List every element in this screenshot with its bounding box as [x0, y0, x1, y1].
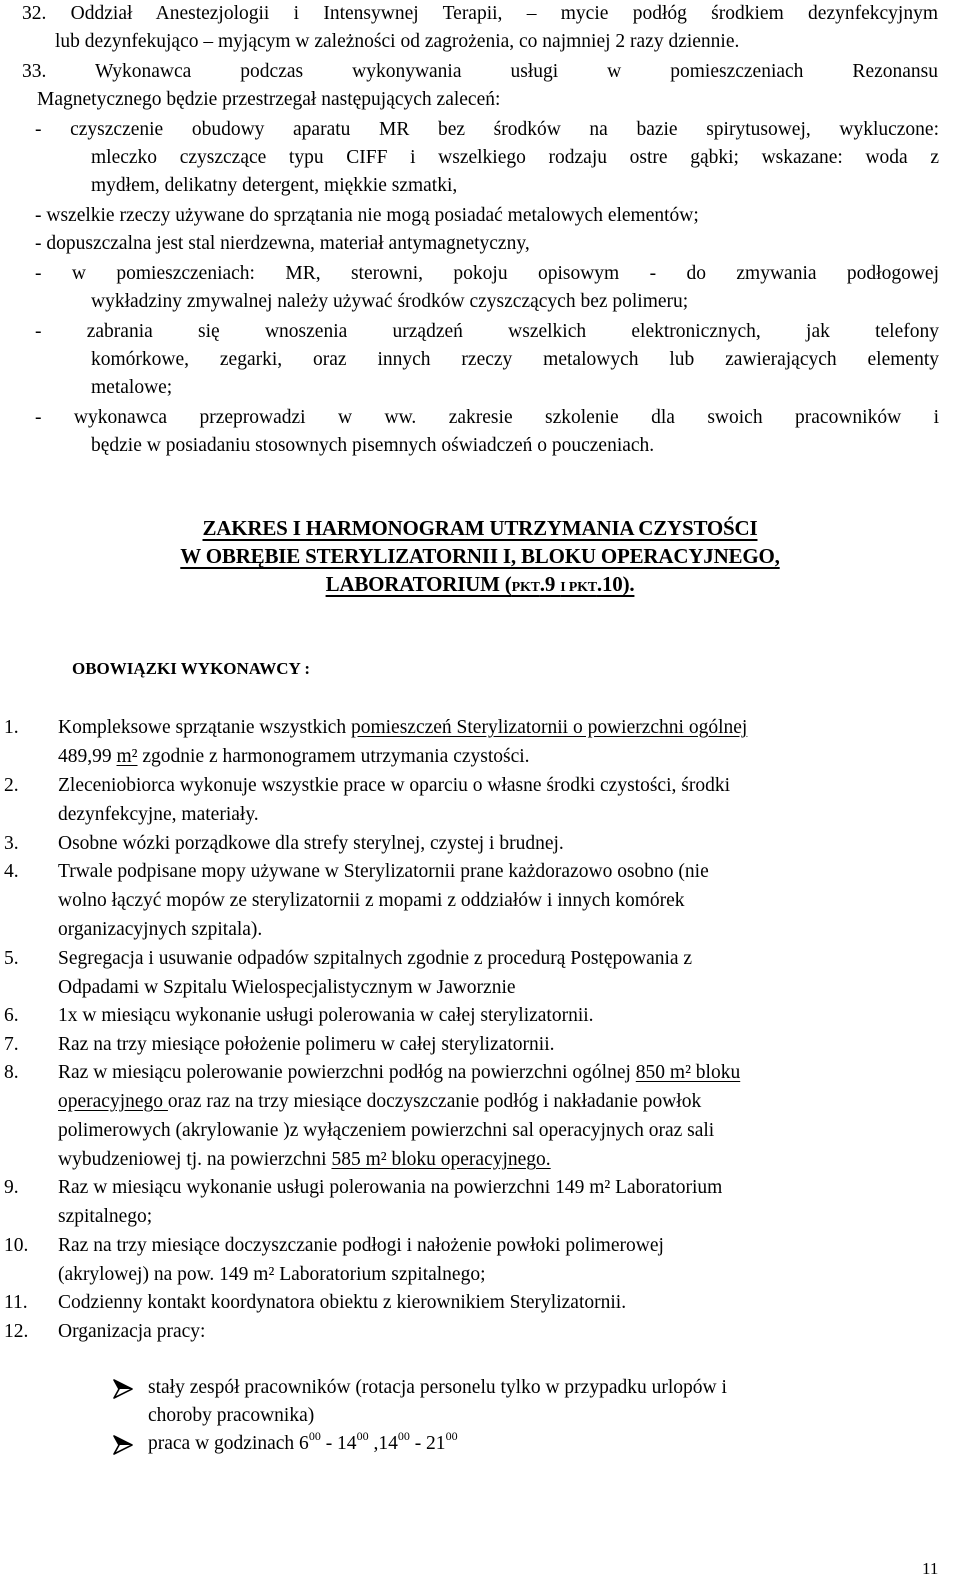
item-1-line2: 489,99 m² zgodnie z harmonogramem utrzymania czystości.: [58, 746, 530, 767]
item-1-line1: Kompleksowe sprzątanie wszystkich pomieszczeń Sterylizatornii o powierzchni ogólnej: [58, 717, 748, 738]
bullet-2-line1: praca w godzinach $6^{00} - 14^{00}$ $,14^{00} - 21^{00}$: [148, 1428, 458, 1454]
dash-2: - wszelkie rzeczy używane do sprzątania nie mogą posiadać metalowych elementów;: [35, 205, 699, 226]
item-5-line1: Segregacja i usuwanie odpadów szpitalnych zgodnie z procedurą Postępowania z: [58, 948, 693, 969]
item-32-line2: lub dezynfekująco – myjącym w zależności od zagrożenia, co najmniej 2 razy dziennie.: [55, 31, 740, 52]
item-9-line1: Raz w miesiącu wykonanie usługi polerowania na powierzchni 149 m² Laboratorium: [58, 1177, 723, 1198]
item-8-line1: Raz w miesiącu polerowanie powierzchni podłóg na powierzchni ogólnej 850 m² bloku: [58, 1062, 741, 1083]
item-7-line1: Raz na trzy miesiące położenie polimeru w całej sterylizatornii.: [58, 1034, 555, 1055]
item-12-number: 12.: [4, 1321, 29, 1342]
dash-5-line1: - zabrania się wnoszenia urządzeń wszelkich elektronicznych, jak telefony: [35, 321, 939, 342]
item-4-number: 4.: [4, 861, 19, 882]
section-heading-line1: ZAKRES I HARMONOGRAM UTRZYMANIA CZYSTOŚCI: [202, 516, 758, 540]
item-10-line2: (akrylowej) na pow. 149 m² Laboratorium szpitalnego;: [58, 1264, 486, 1285]
item-3-line1: Osobne wózki porządkowe dla strefy sterylnej, czystej i brudnej.: [58, 833, 564, 854]
dash-5-line2: komórkowe, zegarki, oraz innych rzeczy metalowych lub zawierających elementy: [91, 349, 939, 370]
dash-1-line3: mydłem, delikatny detergent, miękkie szmatki,: [91, 175, 458, 196]
item-6-number: 6.: [4, 1005, 19, 1026]
item-8-line3: polimerowych (akrylowanie )z wyłączeniem powierzchni sal operacyjnych oraz sali: [58, 1120, 715, 1141]
item-11-number: 11.: [4, 1292, 28, 1313]
item-8-line2: operacyjnego oraz raz na trzy miesiące doczyszczanie podłóg i nakładanie powłok: [58, 1091, 702, 1112]
item-10-number: 10.: [4, 1235, 29, 1256]
item-5-line2: Odpadami w Szpitalu Wielospecjalistycznym w Jaworznie: [58, 977, 516, 998]
dash-1-line1: - czyszczenie obudowy aparatu MR bez środków na bazie spirytusowej, wykluczone:: [35, 119, 939, 140]
dash-1-line2: mleczko czyszczące typu CIFF i wszelkiego rodzaju ostre gąbki; wskazane: woda z: [91, 147, 939, 168]
item-2-line2: dezynfekcyjne, materiały.: [58, 804, 259, 825]
item-12-line1: Organizacja pracy:: [58, 1321, 206, 1342]
item-1-number: 1.: [4, 717, 19, 738]
dash-4-line1: - w pomieszczeniach: MR, sterowni, pokoju opisowym - do zmywania podłogowej: [35, 263, 939, 284]
item-33-line2: Magnetycznego będzie przestrzegał następujących zaleceń:: [37, 89, 501, 110]
arrowhead-bullet-icon: [112, 1378, 134, 1400]
item-2-line1: Zleceniobiorca wykonuje wszystkie prace w oparciu o własne środki czystości, środki: [58, 775, 731, 796]
dash-5-line3: metalowe;: [91, 377, 173, 398]
item-32-line1: 32. Oddział Anestezjologii i Intensywnej Terapii, – mycie podłóg środkiem dezynfekcyjnym: [22, 3, 938, 24]
section-heading-line2: W OBRĘBIE STERYLIZATORNII I, BLOKU OPERACYJNEGO,: [180, 544, 780, 568]
page-number: 11: [922, 1559, 939, 1578]
item-33-line1: 33. Wykonawca podczas wykonywania usługi w pomieszczeniach Rezonansu: [22, 61, 938, 82]
item-5-number: 5.: [4, 948, 19, 969]
item-4-line3: organizacyjnych szpitala).: [58, 919, 263, 940]
item-4-line2: wolno łączyć mopów ze sterylizatornii z mopami z oddziałów i innych komórek: [58, 890, 685, 911]
item-10-line1: Raz na trzy miesiące doczyszczanie podłogi i nałożenie powłoki polimerowej: [58, 1235, 664, 1256]
dash-6-line1: - wykonawca przeprowadzi w ww. zakresie szkolenie dla swoich pracowników i: [35, 407, 939, 428]
item-8-line4: wybudzeniowej tj. na powierzchni 585 m² bloku operacyjnego.: [58, 1149, 551, 1170]
item-4-line1: Trwale podpisane mopy używane w Sterylizatornii prane każdorazowo osobno (nie: [58, 861, 709, 882]
dash-6-line2: będzie w posiadaniu stosownych pisemnych oświadczeń o pouczeniach.: [91, 435, 655, 456]
section-heading-line3: LABORATORIUM (PKT.9 I PKT.10).: [325, 572, 635, 596]
item-6-line1: 1x w miesiącu wykonanie usługi polerowania w całej sterylizatornii.: [58, 1005, 594, 1026]
dash-3: - dopuszczalna jest stal nierdzewna, materiał antymagnetyczny,: [35, 233, 530, 254]
dash-4-line2: wykładziny zmywalnej należy używać środków czyszczących bez polimeru;: [91, 291, 689, 312]
duties-title: OBOWIĄZKI WYKONAWCY :: [72, 659, 311, 678]
item-9-number: 9.: [4, 1177, 19, 1198]
arrowhead-bullet-icon: [112, 1434, 134, 1456]
bullet-1-line2: choroby pracownika): [148, 1405, 315, 1426]
item-3-number: 3.: [4, 833, 19, 854]
item-8-number: 8.: [4, 1062, 19, 1083]
item-2-number: 2.: [4, 775, 19, 796]
bullet-1-line1: stały zespół pracowników (rotacja personelu tylko w przypadku urlopów i: [148, 1377, 727, 1398]
item-9-line2: szpitalnego;: [58, 1206, 153, 1227]
item-7-number: 7.: [4, 1034, 19, 1055]
item-11-line1: Codzienny kontakt koordynatora obiektu z kierownikiem Sterylizatornii.: [58, 1292, 627, 1313]
